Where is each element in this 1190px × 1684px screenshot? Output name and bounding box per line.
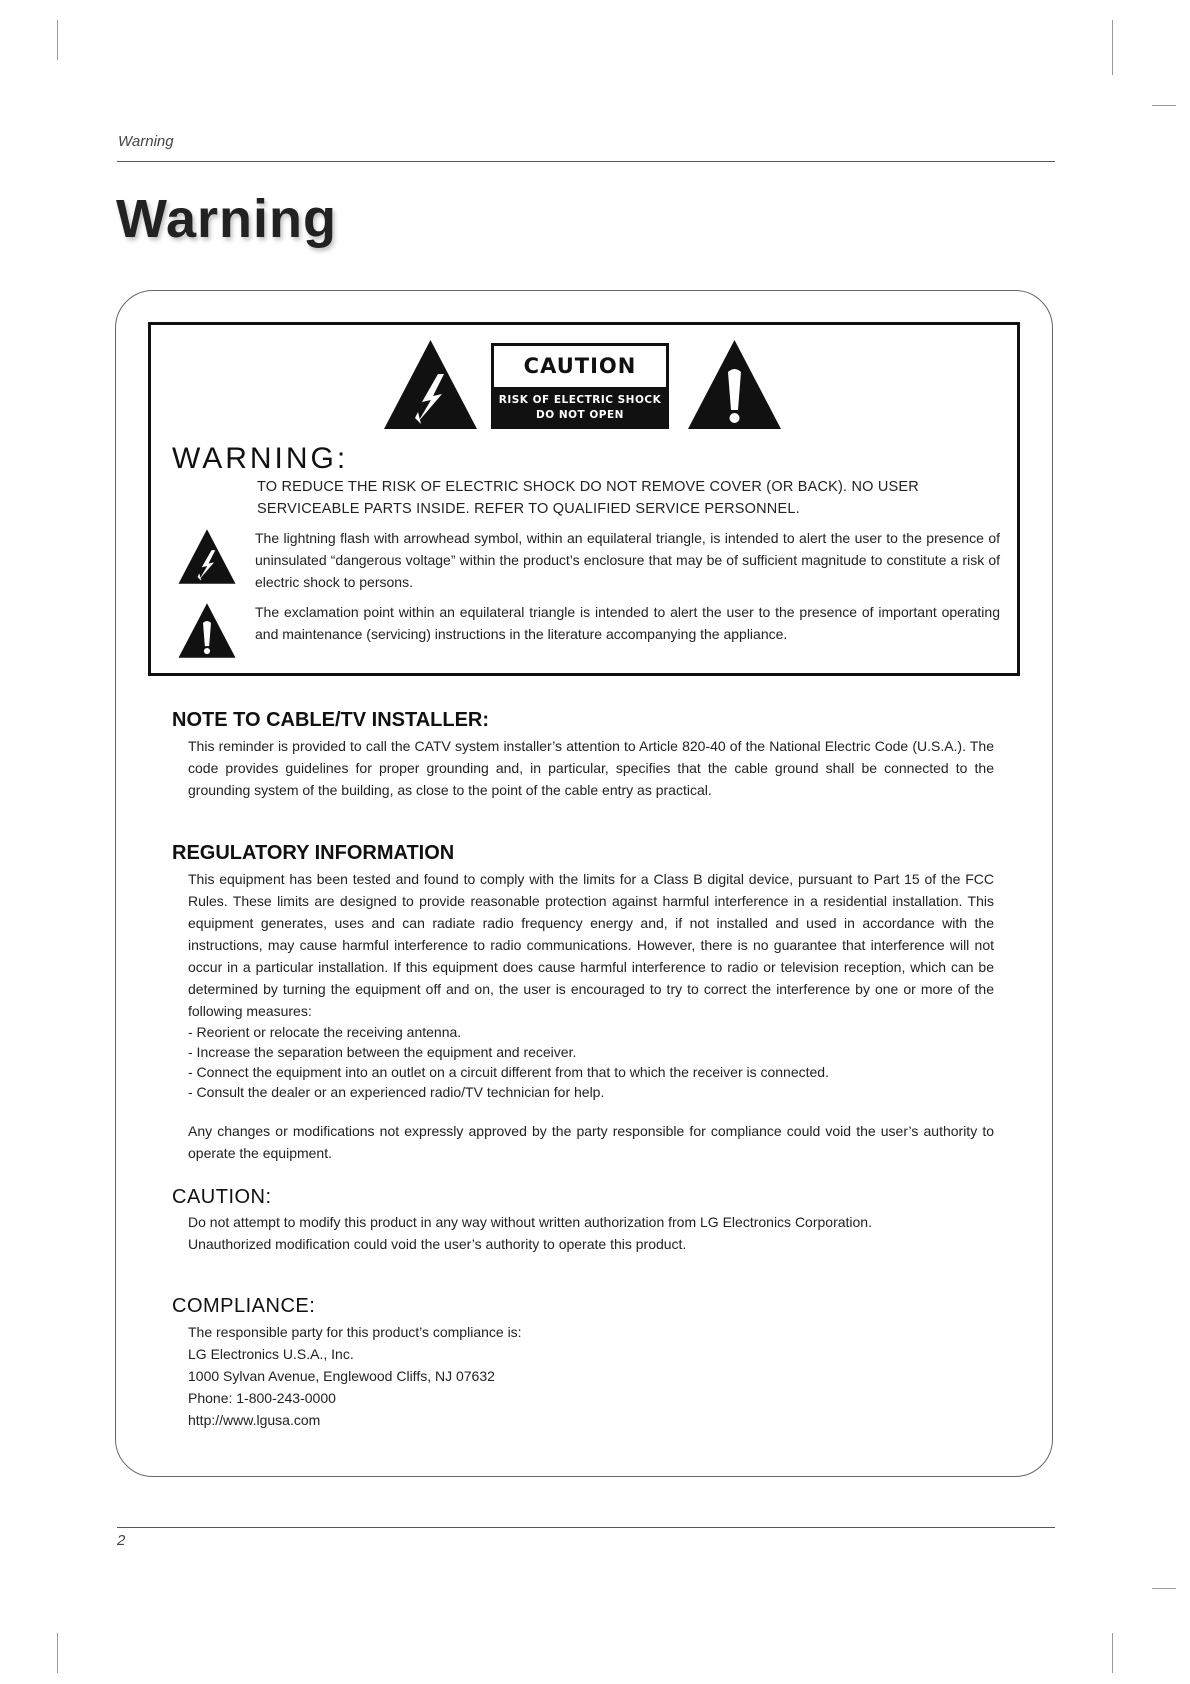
regulatory-measure: - Consult the dealer or an experienced radio/TV technician for help.: [188, 1084, 605, 1100]
compliance-line: Phone: 1-800-243-0000: [188, 1390, 336, 1406]
regulatory-text: This equipment has been tested and found to comply with the limits for a Class B digital device, pursuant to Part 15 of the FCC Rules. These limits are designed to provide reasonable protection against harmful interference in a residential installation. This equipment generates, uses and can radiate radio frequency energy and, if not installed and used in accordance with the instructions, may cause harmful interference to radio communications. However, there is no guarantee that interference will not occur in a particular installation. If this equipment does cause harmful interference to radio or television reception, which can be determined by turning the equipment off and on, the user is encouraged to try to correct the interference by one or more of the following measures:: [188, 871, 994, 1019]
electric-shock-triangle-icon: [176, 528, 238, 585]
caution-label-subtitle: [491, 387, 669, 429]
page-number: 2: [117, 1532, 126, 1549]
caution-text: Do not attempt to modify this product in any way without written authorization from LG Electronics Corporation.: [188, 1214, 872, 1230]
crop-mark: [1112, 20, 1113, 75]
warning-heading: WARNING:: [172, 442, 349, 475]
exclamation-triangle-icon: [686, 338, 783, 431]
crop-mark: [1152, 1588, 1176, 1589]
regulatory-measure: - Connect the equipment into an outlet on a circuit different from that to which the receiver is connected.: [188, 1064, 829, 1080]
exclamation-description: The exclamation point within an equilateral triangle is intended to alert the user to the presence of important operating and maintenance (servicing) instructions in the literature accompanying the appliance.: [255, 604, 1000, 642]
regulatory-measure: - Increase the separation between the equipment and receiver.: [188, 1044, 577, 1060]
page-title: Warning: [116, 189, 337, 249]
electric-shock-triangle-icon: [382, 338, 479, 431]
crop-mark: [57, 1633, 58, 1673]
crop-mark: [1112, 1633, 1113, 1673]
warning-main-text: TO REDUCE THE RISK OF ELECTRIC SHOCK DO NOT REMOVE COVER (OR BACK). NO USER SERVICEABLE PARTS INSIDE. REFER TO QUALIFIED SERVICE PERSONNEL.: [257, 479, 919, 517]
caution-label-line: DO NOT OPEN: [536, 409, 624, 421]
footer-divider: [117, 1527, 1055, 1528]
regulatory-heading: REGULATORY INFORMATION: [172, 842, 455, 864]
crop-mark: [57, 20, 58, 60]
header-section-label: Warning: [118, 133, 174, 150]
compliance-heading: COMPLIANCE:: [172, 1295, 316, 1317]
caution-heading: CAUTION:: [172, 1186, 272, 1208]
exclamation-triangle-icon: [176, 602, 238, 659]
cable-installer-heading: NOTE TO CABLE/TV INSTALLER:: [172, 709, 490, 731]
caution-label: [491, 343, 669, 429]
header-divider: [117, 161, 1055, 162]
compliance-url[interactable]: http://www.lgusa.com: [188, 1412, 321, 1428]
caution-label-title: CAUTION: [523, 354, 637, 378]
lightning-description: The lightning flash with arrowhead symbol, within an equilateral triangle, is intended to alert the user to the presence of uninsulated “dangerous voltage” within the product’s enclosure that may be of sufficient magnitude to constitute a risk of electric shock to persons.: [255, 530, 1000, 590]
regulatory-measure: - Reorient or relocate the receiving antenna.: [188, 1024, 462, 1040]
compliance-line: LG Electronics U.S.A., Inc.: [188, 1346, 354, 1362]
crop-mark: [1152, 105, 1176, 106]
regulatory-changes-text: Any changes or modifications not expressly approved by the party responsible for compliance could void the user’s authority to operate the equipment.: [188, 1123, 994, 1161]
compliance-line: The responsible party for this product’s compliance is:: [188, 1324, 522, 1340]
cable-installer-text: This reminder is provided to call the CATV system installer’s attention to Article 820-40 of the National Electric Code (U.S.A.). The code provides guidelines for proper grounding and, in particular, specifies that the cable ground shall be connected to the grounding system of the building, as close to the point of the cable entry as practical.: [188, 738, 994, 798]
caution-label-line: RISK OF ELECTRIC SHOCK: [498, 394, 662, 406]
compliance-line: 1000 Sylvan Avenue, Englewood Cliffs, NJ 07632: [188, 1368, 495, 1384]
caution-text: Unauthorized modification could void the user’s authority to operate this product.: [188, 1236, 687, 1252]
